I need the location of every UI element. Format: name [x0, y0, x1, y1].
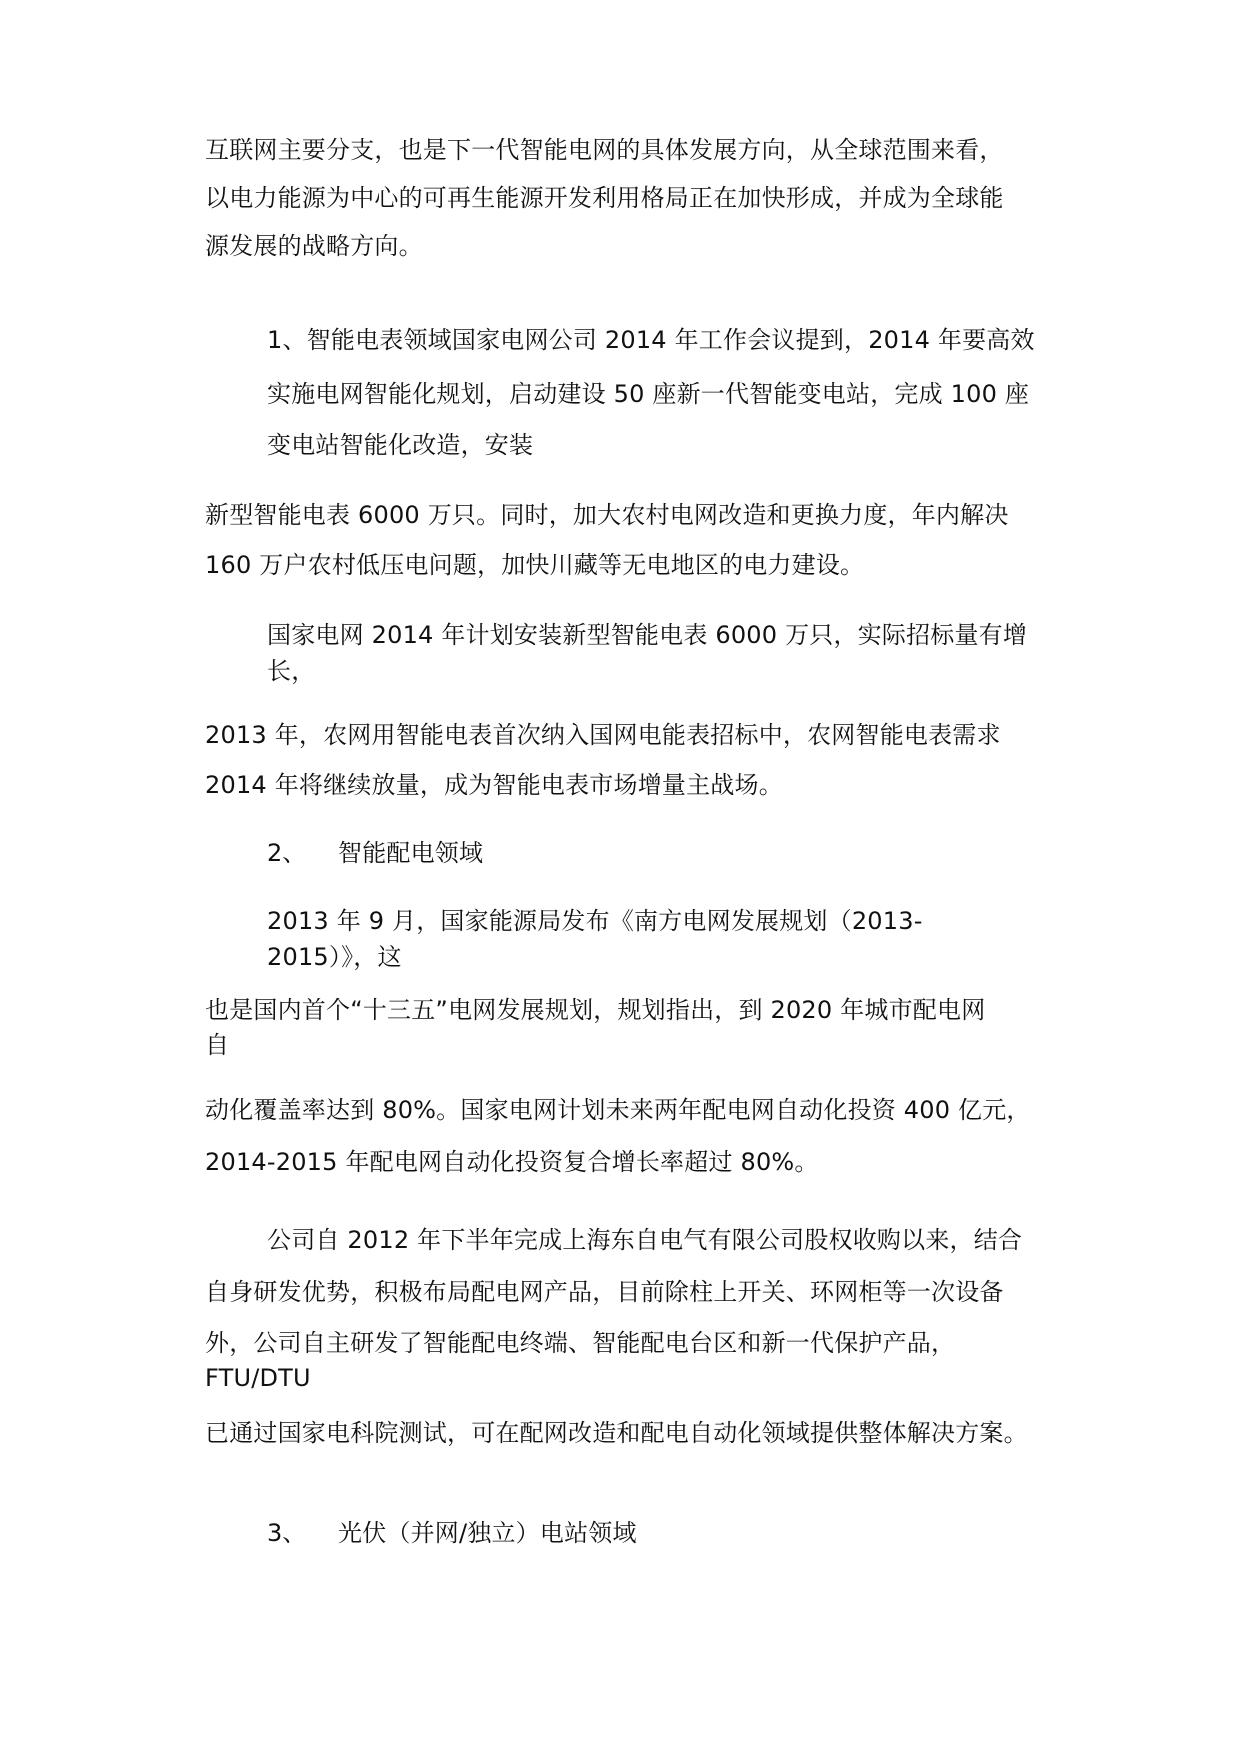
- paragraph-line: 自: [205, 1031, 230, 1059]
- paragraph-line: 互联网主要分支，也是下一代智能电网的具体发展方向，从全球范围来看，: [205, 136, 1004, 164]
- paragraph-line: 实施电网智能化规划，启动建设 50 座新一代智能变电站，完成 100 座: [267, 380, 1030, 408]
- paragraph-line: 国家电网 2014 年计划安装新型智能电表 6000 万只，实际招标量有增: [267, 621, 1028, 649]
- paragraph-line: 源发展的战略方向。: [205, 232, 423, 260]
- section-heading: 光伏（并网/独立）电站领域: [338, 1519, 637, 1547]
- paragraph-line: 2014 年将继续放量，成为智能电表市场增量主战场。: [205, 771, 783, 799]
- paragraph-line: 动化覆盖率达到 80%。国家电网计划未来两年配电网自动化投资 400 亿元，: [205, 1096, 1031, 1124]
- paragraph-line: 2013 年，农网用智能电表首次纳入国网电能表招标中，农网智能电表需求: [205, 721, 1001, 749]
- paragraph-line: 以电力能源为中心的可再生能源开发利用格局正在加快形成，并成为全球能: [205, 184, 1004, 212]
- paragraph-line: 公司自 2012 年下半年完成上海东自电气有限公司股权收购以来，结合: [267, 1226, 1023, 1254]
- paragraph-line: 1、智能电表领域国家电网公司 2014 年工作会议提到，2014 年要高效: [267, 326, 1035, 354]
- paragraph-line: 160 万户农村低压电问题，加快川藏等无电地区的电力建设。: [205, 551, 865, 579]
- paragraph-line: 变电站智能化改造，安装: [267, 431, 534, 459]
- paragraph-line: FTU/DTU: [205, 1364, 311, 1392]
- paragraph-line: 2013 年 9 月，国家能源局发布《南方电网发展规划（2013-: [267, 907, 923, 935]
- paragraph-line: 新型智能电表 6000 万只。同时，加大农村电网改造和更换力度，年内解决: [205, 501, 1009, 529]
- paragraph-line: 自身研发优势，积极布局配电网产品，目前除柱上开关、环网柜等一次设备: [205, 1278, 1004, 1306]
- paragraph-line: 2015）》，这: [267, 943, 402, 971]
- paragraph-line: 2014-2015 年配电网自动化投资复合增长率超过 80%。: [205, 1148, 819, 1176]
- section-number: 2、: [267, 839, 307, 867]
- section-heading: 智能配电领域: [338, 839, 484, 867]
- paragraph-line: 长，: [267, 657, 316, 685]
- section-number: 3、: [267, 1519, 307, 1547]
- paragraph-line: 外，公司自主研发了智能配电终端、智能配电台区和新一代保护产品，: [205, 1329, 956, 1357]
- paragraph-line: 也是国内首个“十三五”电网发展规划，规划指出，到 2020 年城市配电网: [205, 996, 986, 1024]
- paragraph-line: 已通过国家电科院测试，可在配网改造和配电自动化领域提供整体解决方案。: [205, 1419, 1028, 1447]
